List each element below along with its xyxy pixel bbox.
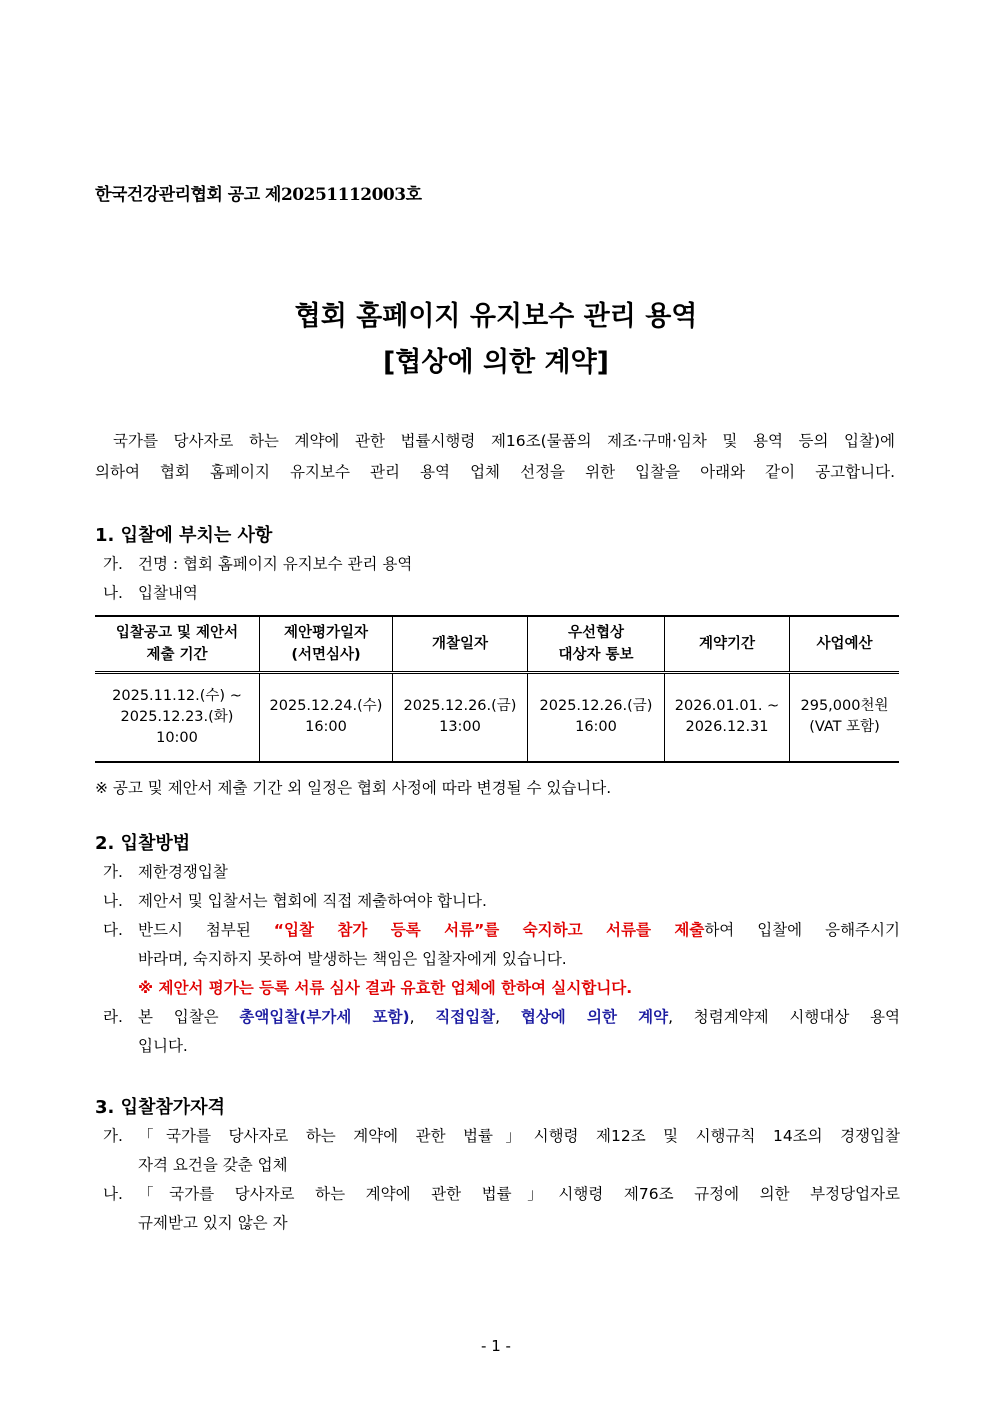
bid-schedule-table <box>95 615 899 763</box>
item-line-2: 입니다. <box>138 1037 188 1055</box>
item-line-2: 바라며, 숙지하지 못하여 발생하는 책임은 입찰자에게 있습니다. <box>138 950 567 968</box>
item-text: 제한경쟁입찰 <box>138 863 228 881</box>
item-marker: 나. <box>103 584 123 602</box>
section-1 <box>95 522 900 608</box>
section-2-item-ga <box>95 858 900 887</box>
section-2-item-ra <box>95 1003 900 1061</box>
item-text: 입찰내역 <box>138 584 198 602</box>
item-line-1: 「국가를 당사자로 하는 계약에 관한 법률」시행령 제12조 및 시행규칙 14조의 경쟁입찰 <box>138 1127 900 1145</box>
cell-opening-date: 2025.12.26.(금) 13:00 <box>393 672 528 762</box>
schedule-note: ※ 공고 및 제안서 제출 기간 외 일정은 협회 사정에 따라 변경될 수 있습니다. <box>95 779 612 797</box>
intro-paragraph <box>95 426 895 488</box>
section-2 <box>95 830 900 1061</box>
intro-line-2: 의하여 협회 홈페이지 유지보수 관리 용역 업체 선정을 위한 입찰을 아래와 같이 공고합니다. <box>95 463 895 481</box>
item-line-1: 「국가를 당사자로 하는 계약에 관한 법률」시행령 제76조 규정에 의한 부정당업자로 <box>138 1185 900 1203</box>
header-opening-date: 개찰일자 <box>393 616 528 672</box>
section-3 <box>95 1094 900 1238</box>
cell-priority-notice: 2025.12.26.(금) 16:00 <box>528 672 665 762</box>
document-title: 협회 홈페이지 유지보수 관리 용역 <box>294 301 698 332</box>
item-marker: 가. <box>103 1127 123 1145</box>
item-marker: 라. <box>103 1008 123 1026</box>
notice-number: 한국건강관리협회 공고 제20251112003호 <box>95 185 422 205</box>
intro-line-1: 국가를 당사자로 하는 계약에 관한 법률시행령 제16조(물품의 제조·구매·임차 및 용역 등의 입찰)에 <box>113 432 895 450</box>
section-1-item-na <box>95 579 900 608</box>
section-3-heading: 3. 입찰참가자격 <box>95 1097 225 1118</box>
submit-docs-emphasis: 를 숙지하고 서류를 제출 <box>484 921 705 939</box>
cell-evaluation-date: 2025.12.24.(수) 16:00 <box>260 672 393 762</box>
item-text: 건명 : 협회 홈페이지 유지보수 관리 용역 <box>138 555 413 573</box>
item-line-1: 반드시 첨부된 “입찰 참가 등록 서류”를 숙지하고 서류를 제출하여 입찰에 응해주시기 <box>138 921 900 939</box>
cell-budget: 295,000천원 (VAT 포함) <box>790 672 900 762</box>
section-1-heading: 1. 입찰에 부치는 사항 <box>95 525 273 546</box>
bid-type-emphasis: 총액입찰(부가세 포함) <box>239 1008 410 1026</box>
header-contract-period: 계약기간 <box>665 616 790 672</box>
section-2-heading: 2. 입찰방법 <box>95 833 191 854</box>
header-budget: 사업예산 <box>790 616 900 672</box>
section-3-item-ga <box>95 1122 900 1180</box>
direct-bid-emphasis: 직접입찰 <box>435 1008 496 1026</box>
item-marker: 나. <box>103 892 123 910</box>
header-evaluation-date: 제안평가일자 (서면심사) <box>260 616 393 672</box>
item-marker: 가. <box>103 863 123 881</box>
item-marker: 나. <box>103 1185 123 1203</box>
item-line-1: 본 입찰은 총액입찰(부가세 포함), 직접입찰, 협상에 의한 계약, 청렴계약제 시행대상 용역 <box>138 1008 901 1026</box>
cell-submission-period: 2025.11.12.(수) ~ 2025.12.23.(화) 10:00 <box>112 687 242 746</box>
section-2-item-na <box>95 887 900 916</box>
table-row <box>95 672 899 762</box>
cell-contract-period: 2026.01.01. ~ 2026.12.31 <box>665 672 790 762</box>
document-subtitle: [협상에 의한 계약] <box>382 347 610 378</box>
header-submission-period: 입찰공고 및 제안서 제출 기간 <box>115 624 239 663</box>
table-header-row <box>95 616 899 672</box>
item-marker: 다. <box>103 921 123 939</box>
header-priority-notice: 우선협상 대상자 통보 <box>528 616 665 672</box>
item-line-2: 자격 요건을 갖춘 업체 <box>138 1156 288 1174</box>
item-text: 제안서 및 입찰서는 협회에 직접 제출하여야 합니다. <box>138 892 487 910</box>
item-marker: 가. <box>103 555 123 573</box>
page-number: - 1 - <box>481 1337 511 1355</box>
required-docs-emphasis: “입찰 참가 등록 서류” <box>273 921 485 939</box>
section-2-item-da <box>95 916 900 1003</box>
item-line-2: 규제받고 있지 않은 자 <box>138 1214 288 1232</box>
section-3-item-na <box>95 1180 900 1238</box>
section-1-item-ga <box>95 550 900 579</box>
evaluation-warning: ※ 제안서 평가는 등록 서류 심사 결과 유효한 업체에 한하여 실시합니다. <box>138 979 633 997</box>
negotiation-contract-emphasis: 협상에 의한 계약 <box>520 1008 669 1026</box>
